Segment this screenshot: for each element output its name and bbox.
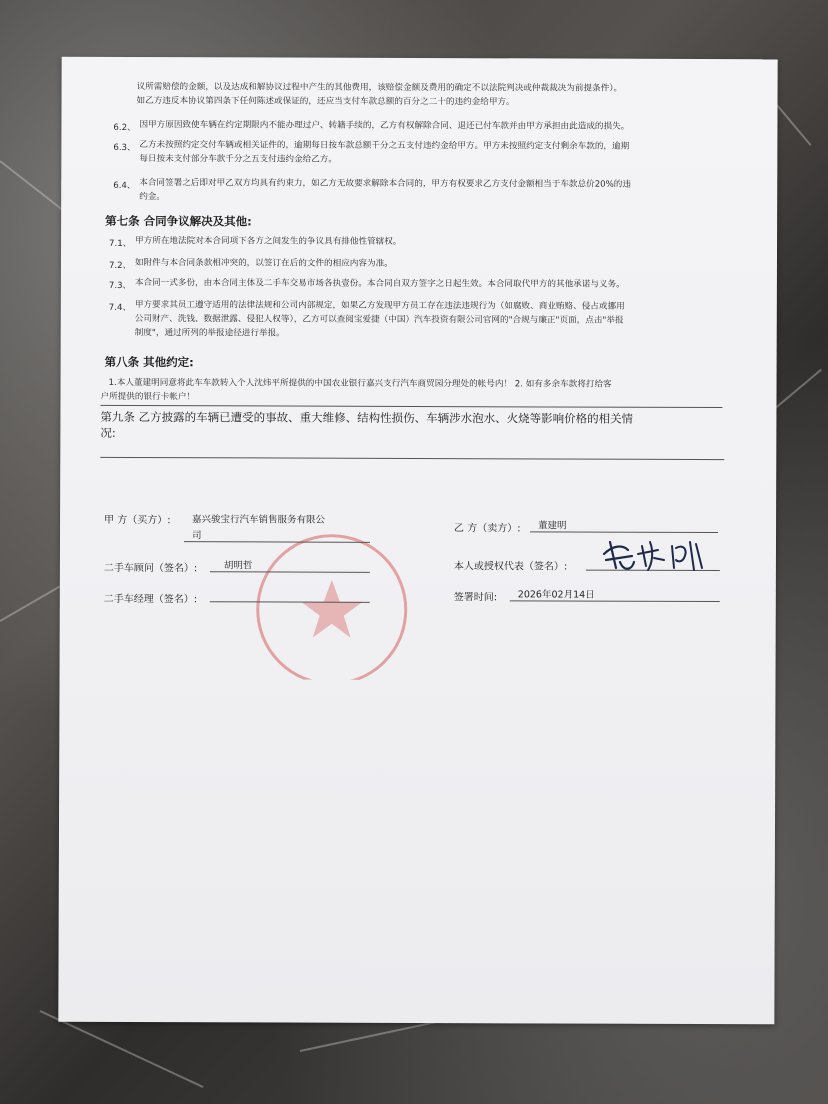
clause-7-2: 如附件与本合同条款相冲突的，以签订在后的文件的相应内容为准。 [134, 258, 393, 269]
advisor-label: 二手车顾问（签名）: [103, 562, 198, 575]
clause-6-3-line2: 每日按未支付部分车款千分之五支付违约金给乙方。 [139, 154, 338, 165]
clause-7-4-line2: 公司财产、洗钱、数据泄露、侵犯人权等），乙方可以查阅宝爱捷（中国）汽车投资有限公司官网的"合规与廉正"页面，点击"举报 [134, 314, 624, 326]
party-b-label: 乙 方（卖方）: [454, 523, 521, 535]
clause-6-2: 因甲方原因致使车辆在约定期限内不能办理过户、转籍手续的，乙方有权解除合同、退还已付车款并由甲方承担由此造成的损失。 [139, 120, 630, 132]
sec6-cont-line2: 如乙方违反本协议第四条下任何陈述或保证的，还应当支付车款总额的百分之二十的违约金给甲方。 [136, 96, 515, 108]
clause-6-3-line1: 乙方未按照约定交付车辆或相关证件的，逾期每日按车款总额千分之五支付违约金给甲方。甲方未按照约定支付剩余车款的，逾期 [139, 140, 630, 152]
clause-number: 7.4、 [108, 302, 132, 313]
section-9-heading-line1: 第九条 乙方披露的车辆已遭受的事故、重大维修、结构性损伤、车辆涉水泡水、火烧等影响价格的相关情 [100, 409, 634, 426]
clause-7-4-line1: 甲方要求其员工遵守适用的法律法规和公司内部规定，如果乙方发现甲方员工存在违法违规行为（如腐败、商业贿赂、侵占或挪用 [134, 300, 625, 312]
clause-number: 7.1、 [109, 238, 132, 249]
disclosure-blank-line [100, 457, 724, 460]
handwritten-signature [598, 532, 708, 576]
date-label: 签署时间: [453, 592, 498, 604]
party-b-name: 董建明 [538, 520, 567, 532]
signing-date: 2026年02月14日 [517, 589, 595, 601]
divider [100, 405, 722, 408]
company-seal-stamp [232, 529, 433, 680]
clause-number: 7.2、 [108, 260, 132, 271]
clause-number: 7.3、 [108, 280, 132, 291]
clause-number: 6.3、 [113, 142, 136, 154]
clause-number: 6.2、 [113, 122, 136, 134]
clause-6-4-line2: 约金。 [139, 192, 166, 203]
party-a-name-line2: 司 [191, 530, 202, 542]
manager-label: 二手车经理（签名）: [103, 593, 198, 606]
party-a-label: 甲 方（买方）: [104, 514, 171, 527]
party-a-name-line1: 嘉兴骏宝行汽车销售服务有限公 [192, 514, 326, 526]
clause-number: 6.4、 [113, 180, 136, 192]
clause-7-3: 本合同一式多份，由本合同主体及二手车交易市场各执壹份。本合同自双方签字之日起生效。本合同取代甲方的其他承诺与义务。 [134, 278, 625, 290]
clause-7-4-line3: 制度"，通过所列的举报途径进行举报。 [134, 328, 285, 339]
section-8-heading: 第八条 其他约定: [104, 354, 194, 370]
section-9-heading-line2: 况: [100, 425, 116, 440]
section-8-line2: 户所提供的银行卡帐户！ [100, 391, 196, 403]
representative-label: 本人或授权代表（签名）: [453, 561, 568, 573]
clause-7-1: 甲方所在地法院对本合同项下各方之间发生的争议具有排他性管辖权。 [135, 236, 402, 247]
date-line [510, 600, 720, 602]
section-8-line1: 1.本人董建明同意将此车车款转入个人沈炜平所提供的中国农业银行嘉兴支行汽车商贸园分理处的帐号内！ 2. 如有多余车款将打给客 [108, 377, 612, 390]
section-7-heading: 第七条 合同争议解决及其他: [105, 213, 252, 229]
sec6-cont-line1: 议所需赔偿的金额，以及达成和解协议过程中产生的其他费用，该赔偿金额及费用的确定不以法院判决或仲裁裁决为前提条件）。 [136, 82, 623, 94]
clause-6-4-line1: 本合同签署之后即对甲乙双方均具有约束力，如乙方无故要求解除本合同的，甲方有权要求乙方支付金额相当于车款总价20%的违 [139, 178, 632, 190]
advisor-name: 胡明哲 [223, 560, 253, 572]
